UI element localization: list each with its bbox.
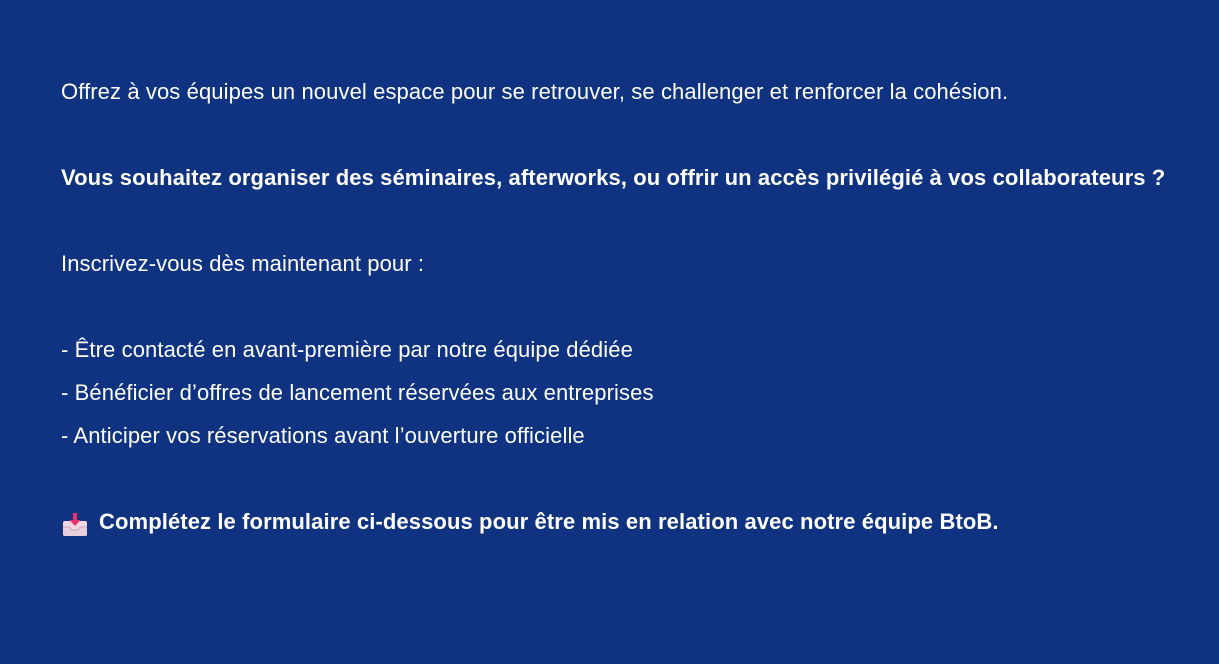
question-text: Vous souhaitez organiser des séminaires, afterworks, ou offrir un accès privilégié à vos collaborateurs ? [61, 165, 1166, 190]
spacer [61, 199, 1171, 242]
spacer [61, 285, 1171, 328]
spacer [61, 457, 1171, 500]
signup-prompt: Inscrivez-vous dès maintenant pour : [61, 251, 425, 276]
list-item: - Être contacté en avant-première par notre équipe dédiée [61, 337, 633, 362]
inbox-tray-icon [61, 509, 89, 535]
benefits-list [61, 328, 1171, 457]
intro-text: Offrez à vos équipes un nouvel espace pour se retrouver, se challenger et renforcer la cohésion. [61, 79, 1009, 104]
list-item: - Anticiper vos réservations avant l’ouverture officielle [61, 423, 585, 448]
spacer [61, 113, 1171, 156]
list-item: - Bénéficier d’offres de lancement réservées aux entreprises [61, 380, 654, 405]
b2b-info-section [61, 70, 1171, 543]
cta-text [61, 500, 1171, 543]
cta-label: Complétez le formulaire ci-dessous pour être mis en relation avec notre équipe BtoB. [99, 509, 999, 534]
